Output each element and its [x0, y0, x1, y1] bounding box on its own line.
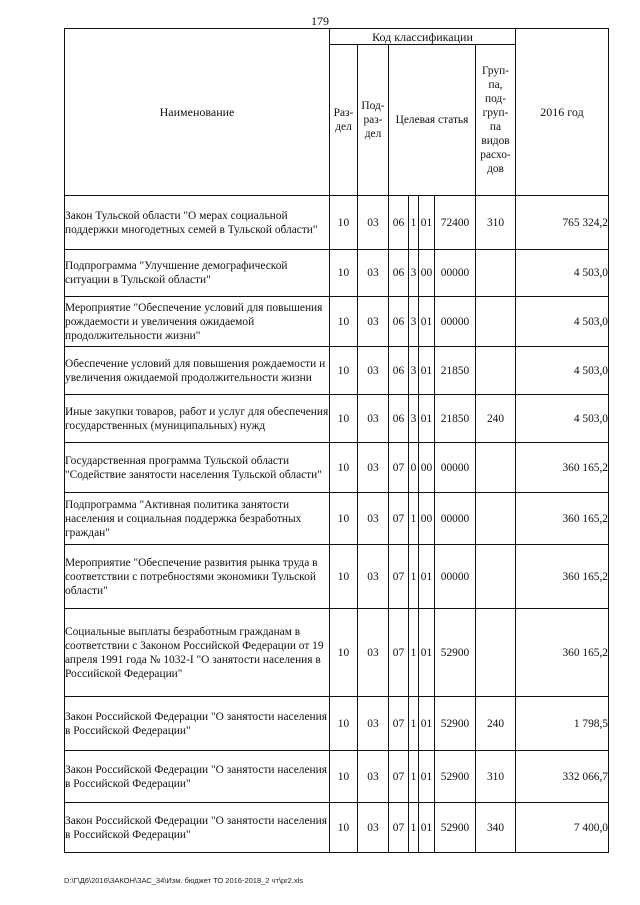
row-amount: 4 503,0	[516, 297, 609, 347]
table-row	[65, 297, 609, 347]
row-cs1: 06	[389, 347, 409, 395]
row-cs4: 21850	[435, 395, 476, 443]
row-podrazdel: 03	[358, 609, 389, 697]
table-row	[65, 250, 609, 297]
row-cs3: 00	[419, 443, 435, 493]
row-cs3: 01	[419, 196, 435, 250]
row-amount: 7 400,0	[516, 803, 609, 853]
header-section: Раз- дел	[330, 45, 358, 196]
table-header-row-1	[65, 29, 609, 45]
row-cs2: 1	[409, 493, 419, 545]
row-cs4: 72400	[435, 196, 476, 250]
row-cs3: 01	[419, 697, 435, 751]
row-amount: 360 165,2	[516, 443, 609, 493]
table-row	[65, 493, 609, 545]
row-cs4: 21850	[435, 347, 476, 395]
row-podrazdel: 03	[358, 347, 389, 395]
row-razdel: 10	[330, 196, 358, 250]
row-cs3: 01	[419, 347, 435, 395]
row-cs3: 01	[419, 609, 435, 697]
row-name: Закон Российской Федерации "О занятости населения в Российской Федерации"	[65, 751, 330, 803]
row-razdel: 10	[330, 250, 358, 297]
table-row	[65, 395, 609, 443]
row-cs3: 01	[419, 545, 435, 609]
row-vr	[476, 347, 516, 395]
row-cs1: 06	[389, 297, 409, 347]
row-name: Обеспечение условий для повышения рождаемости и увеличения ожидаемой продолжительности жизни	[65, 347, 330, 395]
row-razdel: 10	[330, 395, 358, 443]
table-row	[65, 609, 609, 697]
row-cs4: 00000	[435, 250, 476, 297]
table-row	[65, 751, 609, 803]
page-number: 179	[311, 14, 329, 28]
row-cs1: 07	[389, 443, 409, 493]
row-name: Подпрограмма "Активная политика занятости населения и социальная поддержка безработных граждан"	[65, 493, 330, 545]
row-amount: 360 165,2	[516, 493, 609, 545]
row-cs4: 52900	[435, 803, 476, 853]
row-cs4: 52900	[435, 697, 476, 751]
row-podrazdel: 03	[358, 297, 389, 347]
row-vr	[476, 250, 516, 297]
row-razdel: 10	[330, 443, 358, 493]
row-amount: 360 165,2	[516, 545, 609, 609]
row-amount: 4 503,0	[516, 250, 609, 297]
row-name: Мероприятие "Обеспечение условий для повышения рождаемости и увеличения ожидаемой продолжительности жизни"	[65, 297, 330, 347]
row-vr: 240	[476, 697, 516, 751]
row-amount: 360 165,2	[516, 609, 609, 697]
header-subsection: Под- раз- дел	[358, 45, 389, 196]
row-razdel: 10	[330, 545, 358, 609]
row-cs4: 00000	[435, 545, 476, 609]
row-cs3: 00	[419, 250, 435, 297]
row-name: Закон Тульской области "О мерах социальной поддержки многодетных семей в Тульской области"	[65, 196, 330, 250]
row-podrazdel: 03	[358, 493, 389, 545]
row-razdel: 10	[330, 493, 358, 545]
row-name: Иные закупки товаров, работ и услуг для обеспечения государственных (муниципальных) нужд	[65, 395, 330, 443]
header-code: Код классификации	[330, 29, 516, 45]
row-cs3: 01	[419, 803, 435, 853]
row-vr	[476, 609, 516, 697]
table-row	[65, 347, 609, 395]
row-cs4: 52900	[435, 751, 476, 803]
row-cs3: 01	[419, 297, 435, 347]
row-razdel: 10	[330, 803, 358, 853]
row-cs2: 1	[409, 803, 419, 853]
row-cs1: 06	[389, 250, 409, 297]
table-row	[65, 196, 609, 250]
row-cs2: 1	[409, 545, 419, 609]
row-vr	[476, 443, 516, 493]
row-cs1: 07	[389, 751, 409, 803]
row-podrazdel: 03	[358, 803, 389, 853]
row-podrazdel: 03	[358, 250, 389, 297]
row-name: Социальные выплаты безработным гражданам в соответствии с Законом Российской Федерации от 19 апреля 1991 года № 1032-I "О занятости населения в Российской Федерации"	[65, 609, 330, 697]
table-row	[65, 697, 609, 751]
row-vr: 310	[476, 751, 516, 803]
budget-table	[64, 28, 609, 853]
row-vr: 310	[476, 196, 516, 250]
row-razdel: 10	[330, 347, 358, 395]
header-group: Груп- па, под- груп- па видов расхо- дов	[476, 45, 516, 196]
row-cs2: 3	[409, 297, 419, 347]
row-cs4: 00000	[435, 493, 476, 545]
row-cs2: 1	[409, 609, 419, 697]
row-podrazdel: 03	[358, 751, 389, 803]
row-cs2: 3	[409, 347, 419, 395]
row-cs2: 3	[409, 250, 419, 297]
table-row	[65, 803, 609, 853]
row-razdel: 10	[330, 751, 358, 803]
row-name: Подпрограмма "Улучшение демографической ситуации в Тульской области"	[65, 250, 330, 297]
row-cs4: 00000	[435, 297, 476, 347]
row-podrazdel: 03	[358, 545, 389, 609]
row-cs2: 1	[409, 697, 419, 751]
row-cs1: 07	[389, 697, 409, 751]
row-cs1: 07	[389, 545, 409, 609]
row-amount: 1 798,5	[516, 697, 609, 751]
row-cs1: 06	[389, 395, 409, 443]
row-podrazdel: 03	[358, 395, 389, 443]
row-cs1: 07	[389, 803, 409, 853]
row-cs2: 0	[409, 443, 419, 493]
row-razdel: 10	[330, 297, 358, 347]
row-cs3: 01	[419, 751, 435, 803]
table-row	[65, 545, 609, 609]
row-vr	[476, 493, 516, 545]
row-podrazdel: 03	[358, 697, 389, 751]
row-cs1: 07	[389, 609, 409, 697]
row-vr: 240	[476, 395, 516, 443]
row-razdel: 10	[330, 697, 358, 751]
file-path-footer: D:\Г\Д6\2016\ЗАКОН\ЗАС_34\Изм. бюджет ТО 2016-2018_2 чт\pr2.xls	[64, 876, 304, 885]
row-cs2: 1	[409, 751, 419, 803]
row-podrazdel: 03	[358, 443, 389, 493]
row-cs3: 00	[419, 493, 435, 545]
row-cs4: 00000	[435, 443, 476, 493]
row-cs1: 06	[389, 196, 409, 250]
row-amount: 332 066,7	[516, 751, 609, 803]
row-cs3: 01	[419, 395, 435, 443]
row-name: Мероприятие "Обеспечение развития рынка труда в соответствии с потребностями экономики Тульской области"	[65, 545, 330, 609]
row-name: Закон Российской Федерации "О занятости населения в Российской Федерации"	[65, 697, 330, 751]
row-cs2: 3	[409, 395, 419, 443]
row-amount: 4 503,0	[516, 347, 609, 395]
row-razdel: 10	[330, 609, 358, 697]
header-year: 2016 год	[516, 29, 609, 196]
header-name: Наименование	[65, 29, 330, 196]
row-cs1: 07	[389, 493, 409, 545]
row-amount: 4 503,0	[516, 395, 609, 443]
row-name: Государственная программа Тульской области "Содействие занятости населения Тульской области"	[65, 443, 330, 493]
row-vr	[476, 545, 516, 609]
row-vr	[476, 297, 516, 347]
row-cs2: 1	[409, 196, 419, 250]
row-vr: 340	[476, 803, 516, 853]
row-podrazdel: 03	[358, 196, 389, 250]
table-row	[65, 443, 609, 493]
row-amount: 765 324,2	[516, 196, 609, 250]
row-name: Закон Российской Федерации "О занятости населения в Российской Федерации"	[65, 803, 330, 853]
row-cs4: 52900	[435, 609, 476, 697]
header-target: Целевая статья	[389, 45, 476, 196]
